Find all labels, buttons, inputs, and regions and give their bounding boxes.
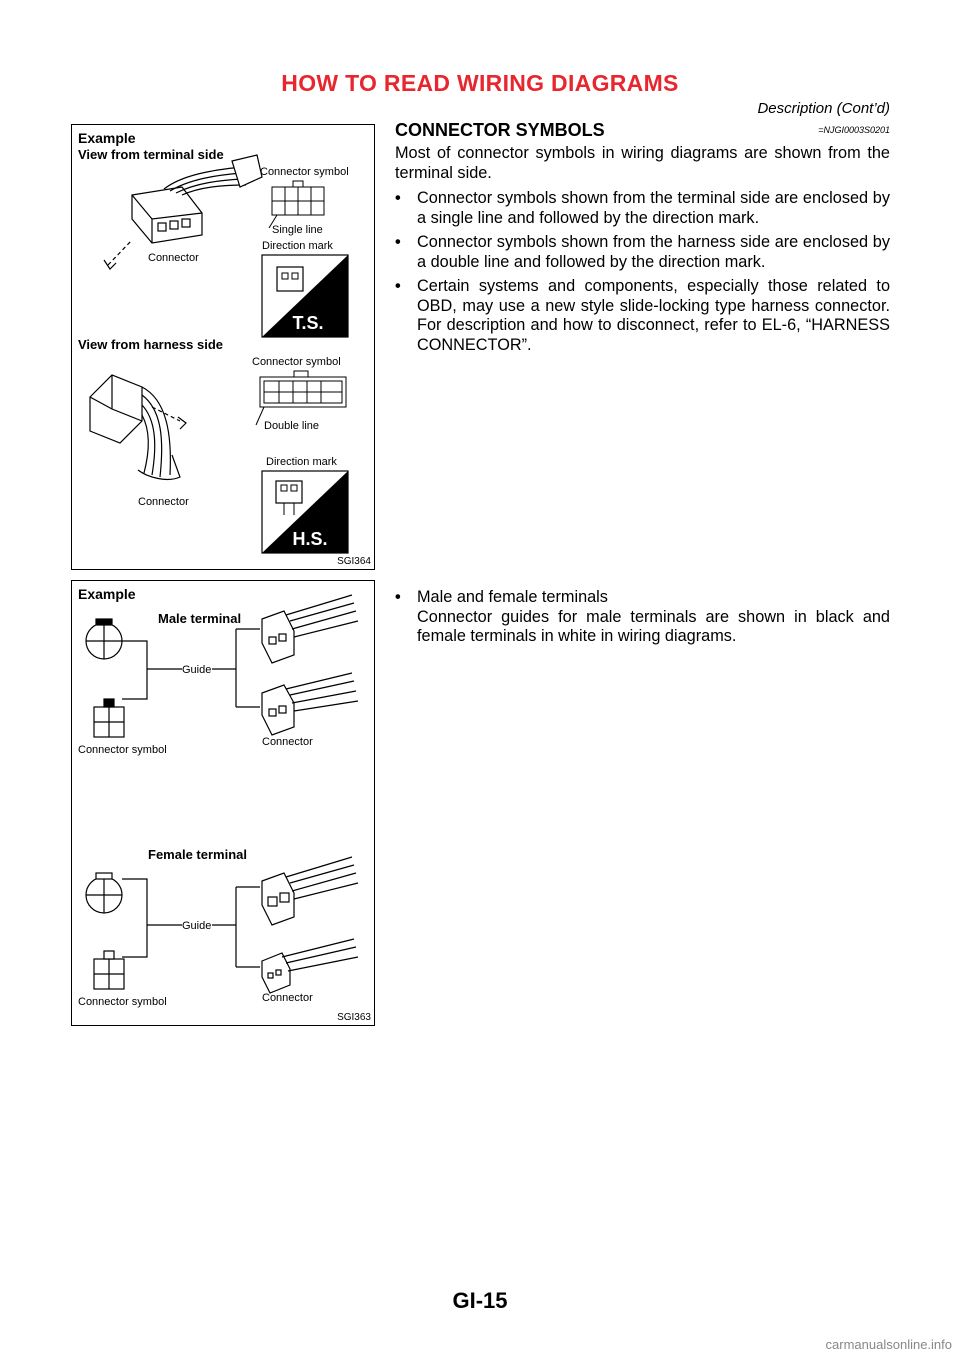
page-subtitle: Description (Cont’d): [757, 100, 890, 117]
bullet-item: [395, 189, 890, 228]
fig2-female-terminal-label: Female terminal: [148, 847, 247, 862]
fig2-connector-label-1: Connector: [262, 736, 313, 748]
intro-paragraph: Most of connector symbols in wiring diagrams are shown from the terminal side.: [395, 144, 890, 182]
double-line-connector-symbol: [256, 371, 346, 425]
fig2-example-label: Example: [78, 586, 136, 602]
male-connector-symbol: [94, 699, 124, 737]
bullet-item: [395, 233, 890, 272]
fig1-connector-label-1: Connector: [148, 252, 199, 264]
male-connector-drawing-1: [262, 595, 358, 663]
fig2-male-terminal-label: Male terminal: [158, 611, 242, 626]
section-title: [395, 120, 890, 141]
fig1-connector-symbol-label-1: Connector symbol: [260, 166, 349, 178]
harness-side-connector-drawing: [90, 375, 186, 479]
ts-direction-mark-icon: [262, 255, 348, 337]
male-female-title: Male and female terminals: [417, 588, 608, 606]
male-female-description: Connector guides for male terminals are shown in black and female terminals in white in wiring diagrams.: [417, 607, 890, 645]
page-number: GI-15: [452, 1288, 508, 1313]
bullet-mark: •: [395, 189, 401, 207]
fig1-double-line-label: Double line: [264, 420, 320, 432]
hs-mark-text: H.S.: [292, 529, 328, 549]
fig2-connector-symbol-label-2: Connector symbol: [78, 996, 167, 1008]
bullet-text: Certain systems and components, especially those related to OBD, may use a new style slide-locking type harness connector. For description and how to disconnect, refer to EL-6, “HARNESS CONNECTOR”.: [417, 277, 890, 354]
female-connector-drawing-2: [262, 939, 358, 993]
female-guide-symbol: [86, 873, 182, 957]
figure-male-female-terminals: [71, 580, 375, 1026]
hs-direction-mark-icon: [262, 471, 348, 553]
male-female-text: [395, 588, 890, 652]
fig1-connector-symbol-label-2: Connector symbol: [252, 356, 341, 368]
fig1-view-terminal-label: View from terminal side: [78, 147, 224, 162]
connector-symbols-text: [395, 144, 890, 360]
fig2-connector-label-2: Connector: [262, 992, 313, 1004]
fig1-single-line-label: Single line: [272, 224, 323, 236]
bullet-text: Connector symbols shown from the harness side are enclosed by a double line and followed by the direction mark.: [417, 233, 890, 271]
watermark[interactable]: carmanualsonline.info: [825, 1337, 952, 1352]
bullet-mark: •: [395, 277, 401, 295]
male-guide-symbol: [86, 619, 182, 699]
bullet-mark: •: [395, 588, 401, 606]
bullet-text: [417, 588, 890, 647]
figure-male-female-drawing: [72, 581, 374, 1025]
single-line-connector-symbol: [269, 181, 324, 228]
bullet-mark: •: [395, 233, 401, 251]
figure-connector-views-drawing: [72, 125, 374, 569]
section-code: =NJGI0003S0201: [818, 125, 890, 135]
bullet-item: [395, 588, 890, 647]
female-connector-symbol: [94, 951, 124, 989]
bullet-text: Connector symbols shown from the terminal side are enclosed by a single line and followed by the direction mark.: [417, 189, 890, 227]
fig1-direction-mark-label-2: Direction mark: [266, 456, 337, 468]
fig2-connector-symbol-label-1: Connector symbol: [78, 744, 167, 756]
section-title-text: CONNECTOR SYMBOLS: [395, 120, 605, 140]
fig1-connector-label-2: Connector: [138, 496, 189, 508]
fig1-direction-mark-label-1: Direction mark: [262, 240, 333, 252]
male-connector-drawing-2: [262, 673, 358, 735]
fig2-guide-label-1: Guide: [182, 664, 212, 676]
fig1-view-harness-label: View from harness side: [78, 337, 223, 352]
bullet-item: [395, 277, 890, 355]
page-title: HOW TO READ WIRING DIAGRAMS: [281, 70, 679, 96]
fig2-guide-label-2: Guide: [182, 920, 212, 932]
female-connector-drawing-1: [262, 857, 358, 925]
figure-connector-views: [71, 124, 375, 570]
fig1-id: SGI364: [337, 556, 371, 567]
fig2-id: SGI363: [337, 1012, 371, 1023]
ts-mark-text: T.S.: [292, 313, 324, 333]
fig1-example-label: Example: [78, 130, 136, 146]
